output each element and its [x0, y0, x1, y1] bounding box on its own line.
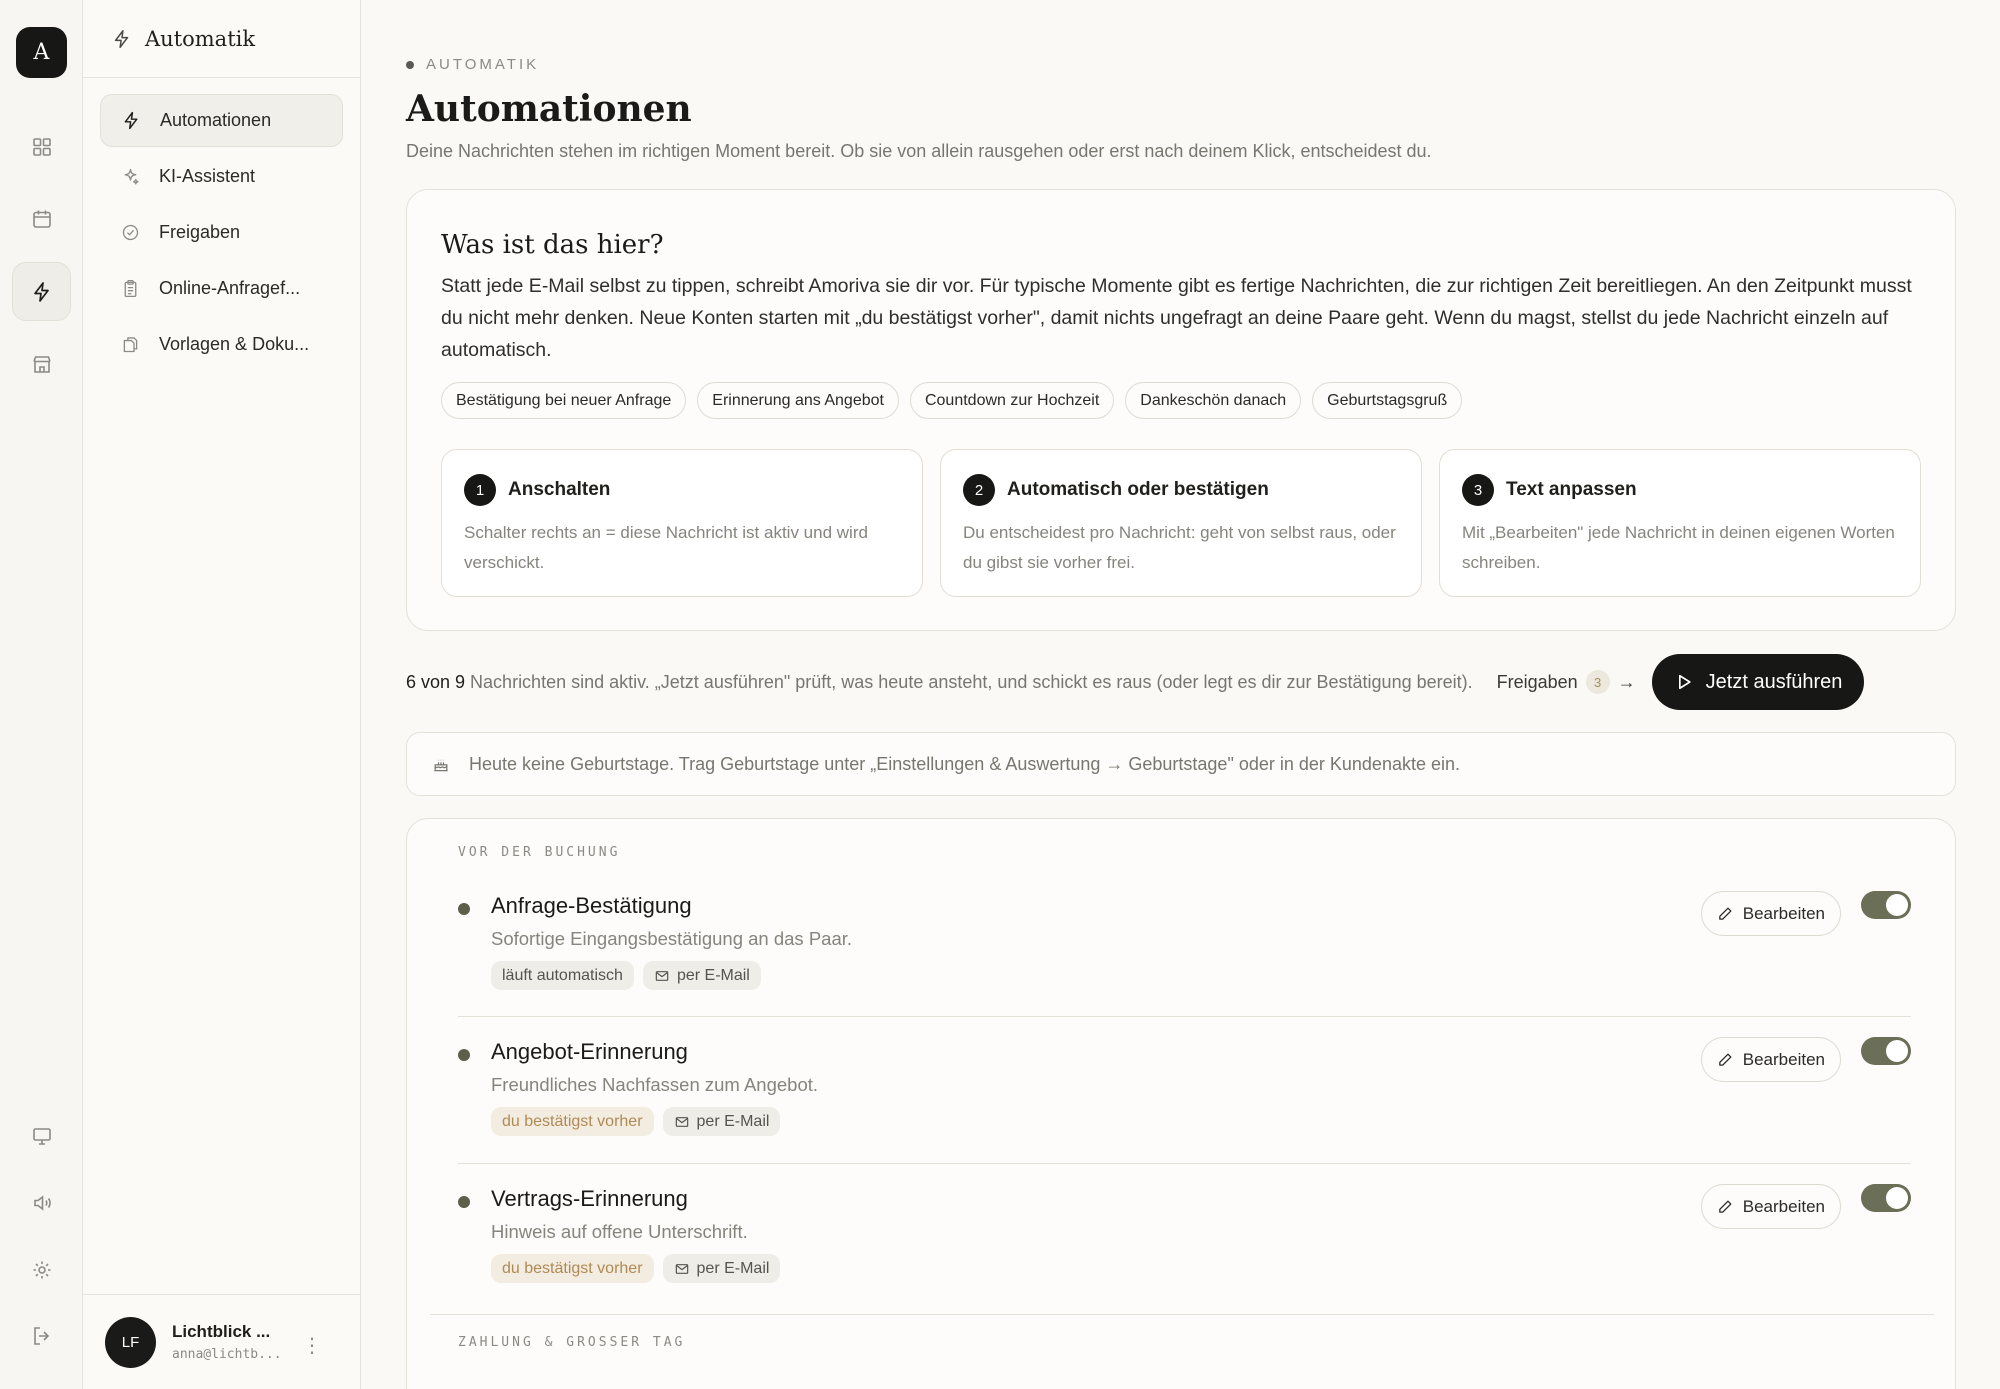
sparkle-icon: [120, 166, 141, 187]
icon-rail: [0, 0, 83, 1389]
info-title: Was ist das hier?: [441, 230, 664, 260]
step-title: Text anpassen: [1506, 479, 1637, 500]
edit-button[interactable]: [1701, 1184, 1841, 1229]
edit-button[interactable]: [1701, 891, 1841, 936]
nav-item-online-anfrageformular[interactable]: [100, 262, 343, 315]
arrow-right-icon: →: [1617, 671, 1636, 692]
step-card: [441, 449, 923, 597]
example-chips: [441, 382, 1462, 419]
mail-icon: [674, 1114, 690, 1130]
toggle-knob: [1886, 1040, 1908, 1062]
nav-item-label: Online-Anfragef...: [159, 278, 301, 298]
nav-item-label: Freigaben: [159, 222, 241, 242]
edit-button[interactable]: [1701, 1037, 1841, 1082]
step-number: 1: [464, 474, 496, 506]
birthday-notice-text: Heute keine Geburtstage. Trag Geburtstage unter „Einstellungen & Auswertung → Geburtstage" oder in der Kundenakte ein.: [469, 753, 1460, 774]
play-icon: [1674, 672, 1694, 692]
grid-icon[interactable]: [12, 117, 71, 176]
releases-link[interactable]: [1497, 670, 1636, 694]
clipboard-icon: [120, 278, 141, 299]
automation-list: [406, 818, 1956, 1389]
step-text: Du entscheidest pro Nachricht: geht von selbst raus, oder du gibst sie vorher frei.: [963, 523, 1396, 572]
status-description: Nachrichten sind aktiv. „Jetzt ausführen" prüft, was heute ansteht, und schickt es raus (oder legt es dir zur Bestätigung bereit).: [465, 671, 1473, 692]
avatar: LF: [105, 1317, 156, 1368]
logout-icon[interactable]: [12, 1306, 71, 1365]
mail-icon: [654, 968, 670, 984]
section-label: VOR DER BUCHUNG: [458, 845, 621, 860]
channel-tag: [663, 1254, 781, 1283]
calendar-icon[interactable]: [12, 189, 71, 248]
status-dot-icon: [458, 903, 470, 915]
user-menu[interactable]: [83, 1294, 360, 1389]
nav-item-freigaben[interactable]: [100, 206, 343, 259]
mail-icon: [674, 1261, 690, 1277]
toggle-knob: [1886, 894, 1908, 916]
status-dot-icon: [458, 1049, 470, 1061]
monitor-icon[interactable]: [12, 1106, 71, 1165]
eyebrow: [406, 56, 539, 73]
step-title: Automatisch oder bestätigen: [1007, 479, 1269, 500]
channel-label: per E-Mail: [676, 966, 750, 984]
enable-toggle[interactable]: [1861, 1037, 1911, 1065]
automation-row: [458, 871, 1911, 1018]
nav-item-ki-assistent[interactable]: [100, 150, 343, 203]
active-count: 6 von 9: [406, 671, 466, 692]
edit-label: Bearbeiten: [1742, 903, 1825, 923]
channel-tag: [663, 1107, 781, 1136]
page-title: Automationen: [406, 88, 692, 130]
edit-label: Bearbeiten: [1742, 1196, 1825, 1216]
pencil-icon: [1717, 1198, 1734, 1215]
store-icon[interactable]: [12, 334, 71, 393]
nav-list: [83, 78, 360, 390]
chip: Countdown zur Hochzeit: [910, 382, 1114, 419]
step-card: [1439, 449, 1921, 597]
step-text: Mit „Bearbeiten" jede Nachricht in deinen eigenen Worten schreiben.: [1462, 523, 1895, 572]
secondary-nav: [83, 0, 361, 1389]
automation-title: Angebot-Erinnerung: [491, 1039, 688, 1064]
nav-item-automationen[interactable]: [100, 94, 343, 147]
automation-row: [458, 1163, 1911, 1310]
step-text: Schalter rechts an = diese Nachricht ist aktiv und wird verschickt.: [464, 523, 868, 572]
birthday-notice: [406, 732, 1956, 796]
enable-toggle[interactable]: [1861, 1184, 1911, 1212]
info-card: [406, 189, 1956, 631]
step-title: Anschalten: [508, 479, 611, 500]
automation-row: [458, 1016, 1911, 1163]
nav-item-label: Vorlagen & Doku...: [159, 334, 310, 354]
app-logo[interactable]: A: [16, 27, 67, 78]
eyebrow-dot-icon: [406, 61, 414, 69]
channel-label: per E-Mail: [696, 1259, 770, 1277]
pencil-icon: [1717, 905, 1734, 922]
nav-title: Automatik: [145, 26, 256, 51]
bolt-icon[interactable]: [12, 262, 71, 321]
nav-item-label: Automationen: [160, 110, 272, 130]
channel-label: per E-Mail: [696, 1112, 770, 1130]
chip: Geburtstagsgruß: [1312, 382, 1462, 419]
mode-tag: läuft automatisch: [491, 961, 634, 990]
enable-toggle[interactable]: [1861, 891, 1911, 919]
eyebrow-label: AUTOMATIK: [426, 56, 540, 73]
section-label: ZAHLUNG & GROSSER TAG: [458, 1335, 686, 1350]
step-card: [940, 449, 1422, 597]
nav-item-vorlagen[interactable]: [100, 318, 343, 371]
step-number: 3: [1462, 474, 1494, 506]
page-subtitle: Deine Nachrichten stehen im richtigen Moment bereit. Ob sie von allein rausgehen oder erst nach deinem Klick, entscheidest du.: [406, 141, 1432, 161]
status-dot-icon: [458, 1196, 470, 1208]
check-circle-icon: [120, 222, 141, 243]
user-name: Lichtblick ...: [172, 1322, 271, 1341]
status-bar: [406, 654, 1956, 710]
status-text: [406, 672, 1473, 693]
nav-header: [83, 0, 360, 78]
step-number: 2: [963, 474, 995, 506]
automation-description: Sofortige Eingangsbestätigung an das Paar.: [491, 928, 853, 949]
mode-tag: du bestätigst vorher: [491, 1254, 654, 1283]
more-vertical-icon[interactable]: ⋮: [302, 1335, 322, 1357]
run-now-label: Jetzt ausführen: [1705, 670, 1843, 693]
section-divider: [430, 1314, 1934, 1315]
chip: Bestätigung bei neuer Anfrage: [441, 382, 686, 419]
channel-tag: [643, 961, 761, 990]
speaker-icon[interactable]: [12, 1173, 71, 1232]
automation-description: Freundliches Nachfassen zum Angebot.: [491, 1074, 819, 1095]
pencil-icon: [1717, 1051, 1734, 1068]
settings-icon[interactable]: [12, 1240, 71, 1299]
releases-count-badge: 3: [1586, 670, 1610, 694]
run-now-button[interactable]: [1652, 654, 1865, 710]
cake-icon: [431, 754, 451, 774]
automation-description: Hinweis auf offene Unterschrift.: [491, 1221, 748, 1242]
automation-title: Vertrags-Erinnerung: [491, 1186, 688, 1211]
releases-label: Freigaben: [1496, 671, 1578, 692]
toggle-knob: [1886, 1187, 1908, 1209]
mode-tag: du bestätigst vorher: [491, 1107, 654, 1136]
steps: [441, 449, 1921, 597]
documents-icon: [120, 334, 141, 355]
edit-label: Bearbeiten: [1742, 1049, 1825, 1069]
automation-title: Anfrage-Bestätigung: [491, 893, 692, 918]
info-text: Statt jede E-Mail selbst zu tippen, schreibt Amoriva sie dir vor. Für typische Momente gibt es fertige Nachrichten, die zur richtigen Zeit bereitliegen. An den Zeitpunkt musst du nicht mehr denken. Neue Konten starten mit „du bestätigst vorher", damit nichts ungefragt an deine Paare geht. Wenn du magst, stellst du jede Nachricht einzeln auf automatisch.: [441, 275, 1912, 361]
chip: Erinnerung ans Angebot: [697, 382, 899, 419]
user-email: anna@lichtb...: [172, 1347, 282, 1362]
chip: Dankeschön danach: [1125, 382, 1301, 419]
nav-item-label: KI-Assistent: [159, 166, 256, 186]
bolt-icon: [111, 28, 133, 50]
bolt-icon: [121, 110, 142, 131]
